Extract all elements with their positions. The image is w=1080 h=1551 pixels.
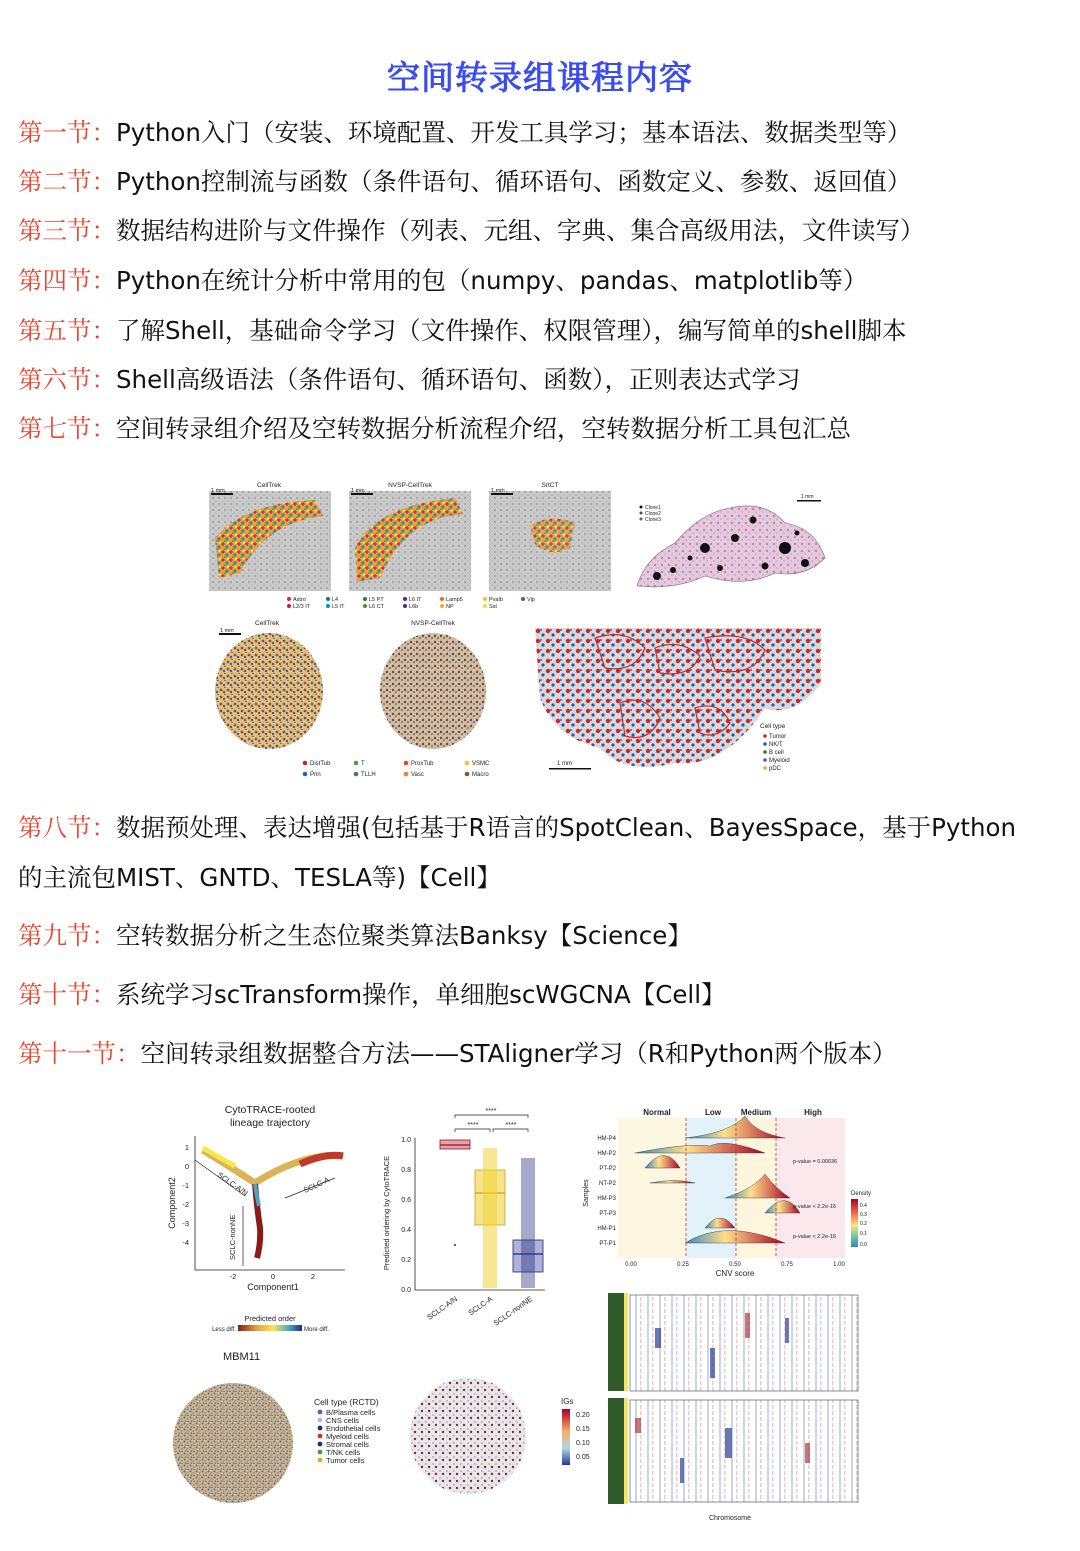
section-7 xyxy=(18,411,1078,447)
svg-text:Normal: Normal xyxy=(643,1108,671,1117)
svg-text:NT-P2: NT-P2 xyxy=(598,1181,616,1187)
density-title: Density xyxy=(851,1191,872,1197)
section-8-cont xyxy=(18,860,1078,896)
svg-text:pDC: pDC xyxy=(769,766,782,772)
section-10 xyxy=(18,977,1078,1013)
svg-text:0.8: 0.8 xyxy=(401,1167,411,1174)
section-4 xyxy=(18,263,1078,299)
svg-text:p-value < 2.2e-16: p-value < 2.2e-16 xyxy=(793,1204,836,1210)
svg-text:0.3: 0.3 xyxy=(860,1212,867,1218)
svg-text:0.0: 0.0 xyxy=(401,1287,411,1294)
annotation-bar xyxy=(608,1293,624,1391)
svg-text:Pvalb: Pvalb xyxy=(489,597,503,603)
svg-text:HM-P3: HM-P3 xyxy=(597,1196,616,1202)
page-title: 空间转录组课程内容 xyxy=(387,58,693,97)
order-title: Predicted order xyxy=(244,1314,296,1323)
svg-text:Vip: Vip xyxy=(527,597,535,603)
svg-text:0: 0 xyxy=(270,1272,276,1281)
svg-text:B/Plasma cells: B/Plasma cells xyxy=(326,1408,376,1417)
branch-label: SCLC-A/N xyxy=(215,1170,250,1198)
traj-yticks xyxy=(182,1143,189,1247)
section-label: 第十一节： xyxy=(18,1039,141,1068)
svg-text:p-value < 2.2e-16: p-value < 2.2e-16 xyxy=(793,1234,836,1240)
ridge-xticks xyxy=(625,1262,845,1268)
heatmap-xlabel: Chromosome xyxy=(708,1515,752,1522)
svg-text:L6b: L6b xyxy=(409,604,419,610)
ridge-xlabel: CNV score xyxy=(715,1269,755,1278)
svg-text:-3: -3 xyxy=(182,1219,189,1228)
mbm-title: MBM11 xyxy=(223,1351,261,1363)
celltype-legend xyxy=(763,734,789,772)
ridge-groups xyxy=(643,1108,822,1117)
section-text: 空间转录组介绍及空转数据分析流程介绍，空转数据分析工具包汇总 xyxy=(116,414,851,443)
sig-brackets xyxy=(455,1115,528,1132)
box-sclc-nonne xyxy=(513,1158,543,1288)
celltype-legend-bottom xyxy=(303,761,490,778)
traj-xticks xyxy=(230,1272,315,1281)
box-xlabels xyxy=(425,1294,534,1327)
svg-text:2: 2 xyxy=(310,1272,316,1281)
svg-text:Low: Low xyxy=(705,1108,721,1117)
svg-text:p-value = 0.00036: p-value = 0.00036 xyxy=(793,1159,838,1165)
section-9 xyxy=(18,918,1078,954)
section-8 xyxy=(18,810,1078,846)
section-1 xyxy=(18,115,1078,151)
panel-title: SrtCT xyxy=(541,482,559,489)
svg-text:0.4: 0.4 xyxy=(401,1227,411,1234)
svg-text:-1: -1 xyxy=(182,1181,189,1190)
section-11 xyxy=(18,1036,1078,1072)
svg-text:DistTub: DistTub xyxy=(310,761,331,767)
svg-text:Astro: Astro xyxy=(293,597,306,603)
kidney-section xyxy=(380,633,486,749)
clone-legend-item: Clone1 xyxy=(645,505,661,511)
section-label: 第二节： xyxy=(18,167,116,196)
svg-text:Myeloid: Myeloid xyxy=(769,758,790,764)
section-text: Python在统计分析中常用的包（numpy、pandas、matplotlib等） xyxy=(116,266,868,295)
svg-text:Macro: Macro xyxy=(472,772,489,778)
order-colorbar xyxy=(238,1325,302,1331)
section-text: Shell高级语法（条件语句、循环语句、函数），正则表达式学习 xyxy=(116,365,801,394)
section-text: Python控制流与函数（条件语句、循环语句、函数定义、参数、返回值） xyxy=(116,167,912,196)
svg-text:HM-P4: HM-P4 xyxy=(597,1136,616,1142)
section-label: 第九节： xyxy=(18,921,116,950)
svg-text:PT-P1: PT-P1 xyxy=(599,1241,616,1247)
svg-text:ProxTub: ProxTub xyxy=(411,761,434,767)
svg-text:0.2: 0.2 xyxy=(401,1257,411,1264)
svg-text:HM-P1: HM-P1 xyxy=(597,1226,616,1232)
clone-legend-item: Clone3 xyxy=(645,517,661,523)
svg-text:CNS cells: CNS cells xyxy=(326,1416,359,1425)
section-text: 数据预处理、表达增强(包括基于R语言的SpotClean、BayesSpace，基于Python xyxy=(116,813,1017,842)
svg-text:0.05: 0.05 xyxy=(576,1454,590,1461)
traj-title: lineage trajectory xyxy=(230,1117,310,1129)
svg-text:0.75: 0.75 xyxy=(781,1262,793,1268)
clone-legend-item: Clone2 xyxy=(645,511,661,517)
sig-labels xyxy=(468,1108,517,1129)
scalebar-label: 1 mm xyxy=(211,488,225,494)
igs-colorbar xyxy=(562,1409,570,1465)
svg-text:0.0: 0.0 xyxy=(860,1242,867,1248)
section-label: 第八节： xyxy=(18,813,116,842)
svg-text:HM-P2: HM-P2 xyxy=(597,1151,616,1157)
svg-text:L2/3 IT: L2/3 IT xyxy=(293,604,311,610)
trajectory-path xyxy=(203,1148,343,1258)
section-label: 第六节： xyxy=(18,365,116,394)
svg-text:Tumor cells: Tumor cells xyxy=(326,1456,365,1465)
branch-label: SCLC-nonNE xyxy=(228,1214,237,1260)
section-label: 第十节： xyxy=(18,980,116,1009)
svg-text:T: T xyxy=(361,761,365,767)
svg-text:****: **** xyxy=(505,1122,517,1129)
section-text: 空间转录组数据整合方法——STAligner学习（R和Python两个版本） xyxy=(140,1039,897,1068)
annotation-bar xyxy=(608,1398,624,1504)
box-ylabel: Predicted ordering by CytoTRACE xyxy=(382,1155,391,1271)
section-6 xyxy=(18,362,1078,398)
section-label: 第一节： xyxy=(18,118,116,147)
svg-text:Prin: Prin xyxy=(310,772,321,778)
svg-text:L6 IT: L6 IT xyxy=(409,597,422,603)
scalebar-label: 1 mm xyxy=(557,761,572,767)
svg-text:VSMC: VSMC xyxy=(472,761,490,767)
svg-text:SCLC-A: SCLC-A xyxy=(466,1294,495,1318)
svg-text:-4: -4 xyxy=(182,1238,189,1247)
spatial-mapping-figure xyxy=(205,478,830,783)
panel-title: NVSP-CellTrek xyxy=(411,620,455,627)
svg-text:Endothelial cells: Endothelial cells xyxy=(326,1424,381,1433)
svg-text:0.1: 0.1 xyxy=(860,1231,867,1237)
svg-text:PT-P2: PT-P2 xyxy=(599,1166,616,1172)
svg-text:PT-P3: PT-P3 xyxy=(599,1211,616,1217)
density-colorbar xyxy=(851,1199,858,1247)
section-text: 系统学习scTransform操作，单细胞scWGCNA【Cell】 xyxy=(116,980,726,1009)
rctd-legend xyxy=(318,1408,381,1465)
order-left: Less diff. xyxy=(212,1327,236,1333)
svg-text:0.10: 0.10 xyxy=(576,1440,590,1447)
branch-label: SCLC-A xyxy=(302,1175,331,1195)
svg-text:Sst: Sst xyxy=(489,604,497,610)
section-label: 第四节： xyxy=(18,266,116,295)
panel-title: NVSP-CellTrek xyxy=(388,482,432,489)
svg-text:SCLC-A/N: SCLC-A/N xyxy=(425,1294,460,1322)
svg-text:Myeloid cells: Myeloid cells xyxy=(326,1432,369,1441)
svg-text:L5 PT: L5 PT xyxy=(369,597,384,603)
svg-text:****: **** xyxy=(467,1122,479,1129)
section-text: 了解Shell，基础命令学习（文件操作、权限管理），编写简单的shell脚本 xyxy=(116,316,907,345)
ridge-ylabel: Samples xyxy=(583,1179,590,1207)
svg-text:1.0: 1.0 xyxy=(401,1137,411,1144)
svg-text:Medium: Medium xyxy=(740,1108,772,1117)
svg-text:0.15: 0.15 xyxy=(576,1426,590,1433)
svg-text:-2: -2 xyxy=(229,1272,237,1281)
cnv-heatmap-1 xyxy=(630,1295,858,1391)
scalebar-label: 1 mm xyxy=(491,488,505,494)
panel-title: CellTrek xyxy=(255,620,279,627)
svg-text:0.20: 0.20 xyxy=(576,1412,590,1419)
traj-xlabel: Component1 xyxy=(247,1282,299,1292)
box-sclc-a xyxy=(475,1148,505,1288)
svg-text:0.6: 0.6 xyxy=(401,1197,411,1204)
celltype-legend-title: Cell type xyxy=(760,723,786,730)
svg-text:High: High xyxy=(804,1108,822,1117)
cnv-heatmap-2 xyxy=(630,1400,858,1502)
traj-title: CytoTRACE-rooted xyxy=(224,1104,316,1116)
mbm-section-igs xyxy=(410,1378,526,1494)
section-2 xyxy=(18,164,1078,200)
svg-text:0.2: 0.2 xyxy=(860,1221,867,1227)
density-ticks xyxy=(860,1203,867,1248)
svg-text:1.00: 1.00 xyxy=(833,1262,845,1268)
section-text: Python入门（安装、环境配置、开发工具学习；基本语法、数据类型等） xyxy=(116,118,912,147)
svg-text:L5 IT: L5 IT xyxy=(332,604,345,610)
svg-text:0: 0 xyxy=(184,1162,189,1171)
svg-text:SCLC-nonNE: SCLC-nonNE xyxy=(491,1294,535,1328)
svg-text:0.4: 0.4 xyxy=(860,1203,867,1209)
box-yticks xyxy=(401,1137,411,1294)
igs-title: IGs xyxy=(561,1397,574,1406)
scalebar-label: 1 mm xyxy=(801,494,814,500)
svg-text:****: **** xyxy=(485,1108,497,1115)
svg-text:0.25: 0.25 xyxy=(677,1262,689,1268)
svg-text:B cell: B cell xyxy=(769,750,784,756)
svg-text:Stromal cells: Stromal cells xyxy=(326,1440,369,1449)
celltype-legend-top xyxy=(287,597,535,610)
mbm-section-celltype xyxy=(173,1383,293,1503)
section-5 xyxy=(18,313,1078,349)
scalebar-label: 1 mm xyxy=(220,628,234,634)
svg-text:0.50: 0.50 xyxy=(729,1262,741,1268)
svg-text:TLLH: TLLH xyxy=(361,772,376,778)
trajectory-cnv-figure xyxy=(165,1098,872,1523)
section-3 xyxy=(18,213,1078,249)
igs-ticks xyxy=(576,1412,590,1461)
scalebar-label: 1 mm xyxy=(351,488,365,494)
svg-text:Vasc: Vasc xyxy=(411,772,424,778)
svg-text:NK/T: NK/T xyxy=(769,742,783,748)
svg-text:1: 1 xyxy=(184,1143,189,1152)
section-text: 数据结构进阶与文件操作（列表、元组、字典、集合高级用法，文件读写） xyxy=(116,216,925,245)
section-text: 的主流包MIST、GNTD、TESLA等)【Cell】 xyxy=(18,863,501,892)
svg-text:-2: -2 xyxy=(182,1200,189,1209)
region-normal xyxy=(618,1118,686,1258)
svg-text:Tumor: Tumor xyxy=(769,734,787,740)
kidney-section xyxy=(215,633,323,749)
svg-text:T/NK cells: T/NK cells xyxy=(326,1448,361,1457)
section-label: 第三节： xyxy=(18,216,116,245)
panel-title: CellTrek xyxy=(257,482,281,489)
box-sclc-an xyxy=(440,1140,470,1246)
svg-text:Lamp5: Lamp5 xyxy=(446,597,463,603)
ridge-samples xyxy=(597,1136,616,1247)
svg-text:L4: L4 xyxy=(332,597,339,603)
traj-ylabel: Component2 xyxy=(167,1177,177,1229)
section-text: 空转数据分析之生态位聚类算法Banksy【Science】 xyxy=(116,921,692,950)
order-right: More diff. xyxy=(304,1327,329,1333)
rctd-title: Cell type (RCTD) xyxy=(314,1397,379,1407)
section-label: 第七节： xyxy=(18,414,116,443)
svg-text:L6 CT: L6 CT xyxy=(369,604,384,610)
svg-text:NP: NP xyxy=(446,604,454,610)
section-label: 第五节： xyxy=(18,316,116,345)
svg-text:0.00: 0.00 xyxy=(625,1262,637,1268)
